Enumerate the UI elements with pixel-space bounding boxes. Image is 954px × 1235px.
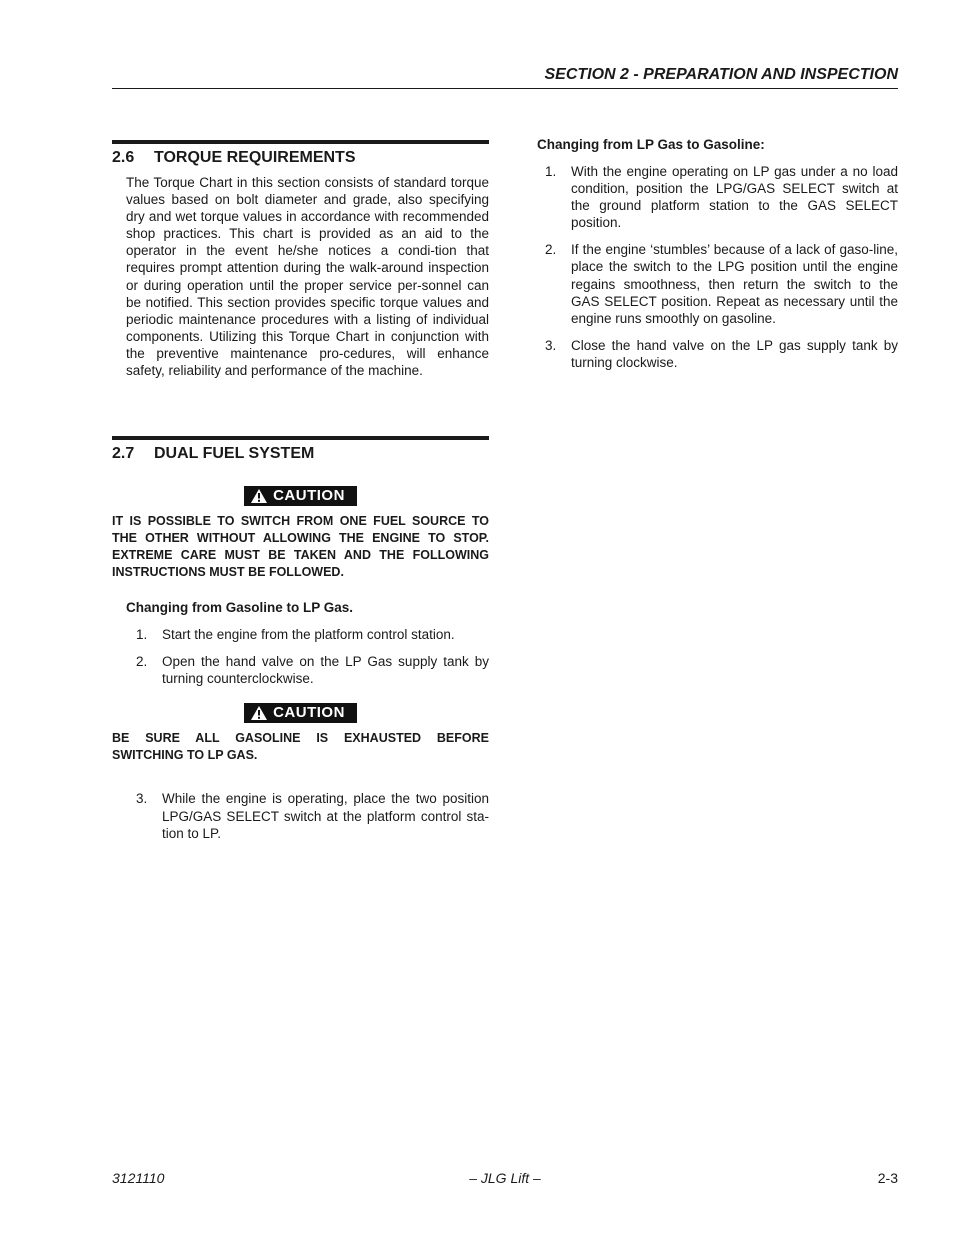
step-text: If the engine ‘stumbles’ because of a lack of gaso-line, place the switch to the LPG position until the engine regains smoothness, then return the switch to the GAS SELECT position. Repeat as necessary until the engine runs smoothly on gasoline. <box>571 242 898 326</box>
section-title: TORQUE REQUIREMENTS <box>154 149 356 166</box>
caution-banner <box>112 486 489 509</box>
page-footer <box>112 1168 898 1188</box>
step-text: Start the engine from the platform control station. <box>162 627 455 643</box>
step-text: With the engine operating on LP gas under a no load condition, position the LPG/GAS SELECT switch at the ground platform station to the GAS SELECT position. <box>571 164 898 231</box>
torque-paragraph: The Torque Chart in this section consists of standard torque values based on bolt diameter and grade, also specifying dry and wet torque values in accordance with recommended shop practices. This chart is provided as an aid to the operator in the event he/she notices a condi-tion that requires prompt attention during the walk-around inspection or during operation until the proper service per-sonnel can be notified. This section provides specific torque values and periodic maintenance procedures with a listing of individual components. Utilizing this Torque Chart in conjunction with the preventive maintenance pro-cedures, will enhance safety, reliability and performance of the machine. <box>126 175 489 379</box>
lp-to-gas-steps <box>537 163 898 371</box>
section-title: DUAL FUEL SYSTEM <box>154 445 315 463</box>
gas-to-lp-steps-continued <box>112 790 489 841</box>
list-item <box>537 337 898 371</box>
step-text: Open the hand valve on the LP Gas supply tank by turning counterclockwise. <box>162 654 489 687</box>
caution-text: BE SURE ALL GASOLINE IS EXHAUSTED BEFORE SWITCHING TO LP GAS. <box>112 731 489 763</box>
page-number: 2-3 <box>877 1170 898 1186</box>
list-item <box>112 790 489 841</box>
step-text: While the engine is operating, place the two position LPG/GAS SELECT switch at the platform control sta-tion to LP. <box>162 791 489 841</box>
caution-badge <box>244 486 357 506</box>
warning-triangle-icon <box>250 488 268 504</box>
caution-banner <box>112 703 489 726</box>
left-column <box>112 140 489 852</box>
document-number: 3121110 <box>112 1170 165 1186</box>
caution-label: CAUTION <box>273 704 345 722</box>
right-column <box>537 136 898 381</box>
list-item <box>112 653 489 687</box>
list-item <box>537 241 898 326</box>
page-header: SECTION 2 - PREPARATION AND INSPECTION <box>544 66 898 83</box>
footer-brand: – JLG Lift – <box>469 1170 541 1186</box>
header-rule <box>112 88 898 89</box>
list-item <box>537 163 898 231</box>
section-number: 2.7 <box>112 445 135 463</box>
step-number: 2. <box>136 654 148 670</box>
section-heading-torque <box>112 148 489 168</box>
section-heading-dual-fuel <box>112 444 489 464</box>
caution-label: CAUTION <box>273 487 345 505</box>
subheading-lp-to-gas: Changing from LP Gas to Gasoline: <box>537 137 765 152</box>
step-number: 2. <box>545 242 557 258</box>
step-number: 3. <box>545 337 557 353</box>
gas-to-lp-steps <box>112 626 489 687</box>
step-number: 3. <box>136 791 148 807</box>
section-divider <box>112 436 489 440</box>
step-text: Close the hand valve on the LP gas supply tank by turning clockwise. <box>571 337 898 370</box>
warning-triangle-icon <box>250 705 268 721</box>
step-number: 1. <box>136 627 148 643</box>
subheading-gas-to-lp: Changing from Gasoline to LP Gas. <box>126 600 354 616</box>
list-item <box>112 626 489 643</box>
step-number: 1. <box>545 164 557 179</box>
section-number: 2.6 <box>112 149 135 166</box>
section-divider <box>112 140 489 144</box>
caution-text: IT IS POSSIBLE TO SWITCH FROM ONE FUEL SOURCE TO THE OTHER WITHOUT ALLOWING THE ENGINE TO STOP. EXTREME CARE MUST BE TAKEN AND THE FOLLOWING INSTRUCTIONS MUST BE FOLLOWED. <box>112 514 489 580</box>
caution-badge <box>244 703 357 723</box>
